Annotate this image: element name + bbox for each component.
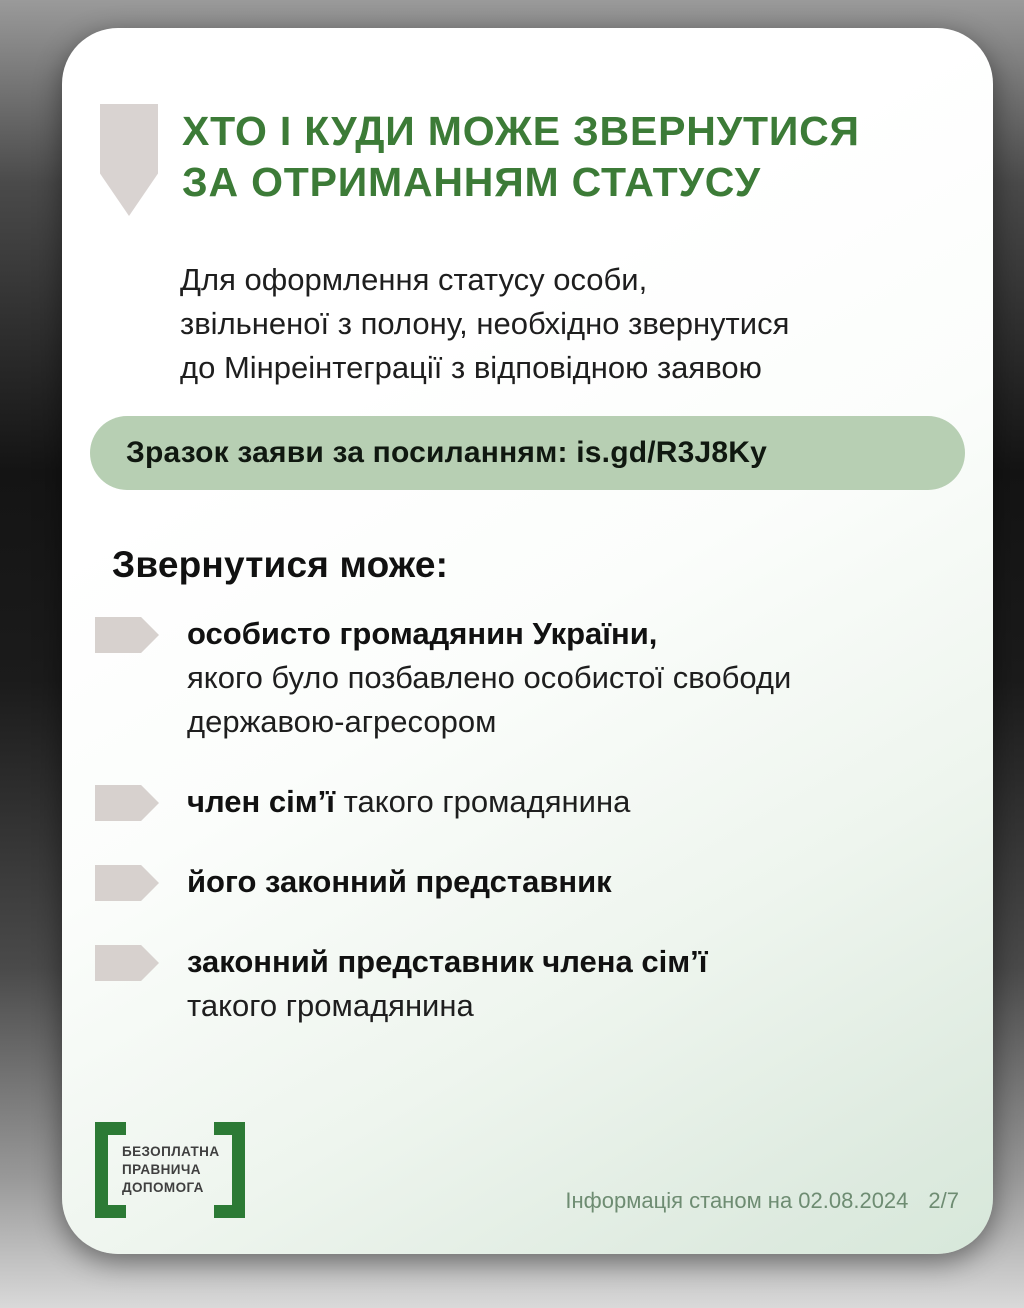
bullet-rest-text: якого було позбавлено особистої свободи державою-агресором (187, 660, 792, 739)
bullet-bold-text: член сім’ї (187, 784, 335, 819)
poster-title-line: ХТО І КУДИ МОЖЕ ЗВЕРНУТИСЯ (182, 108, 860, 154)
intro-line: Для оформлення статусу особи, (180, 262, 648, 297)
pentagon-down-icon (100, 104, 158, 216)
poster-title (182, 104, 860, 209)
poster-footer (565, 1188, 959, 1214)
bullet-rest-text: такого громадянина (187, 988, 474, 1023)
section-heading: Звернутися може: (112, 544, 449, 585)
bullet-item (95, 940, 993, 1028)
logo-text-line: ПРАВНИЧА (122, 1162, 201, 1178)
bullet-rest-text: такого громадянина (343, 784, 631, 819)
bullet-bold-text: законний представник члена сім’ї (187, 944, 708, 979)
legal-aid-logo (95, 1122, 245, 1218)
bullet-item (95, 860, 993, 904)
arrow-right-icon (95, 945, 159, 981)
logo-text-line: ДОПОМОГА (122, 1179, 204, 1195)
footer-page-indicator: 2/7 (928, 1188, 959, 1213)
link-banner-text: Зразок заяви за посиланням: is.gd/R3J8Ky (126, 436, 768, 469)
poster-card (62, 28, 993, 1254)
intro-line: до Мінреінтеграції з відповідною заявою (180, 350, 762, 385)
bullet-text (187, 940, 897, 1028)
bullet-list (62, 612, 993, 1028)
bullet-bold-text: його законний представник (187, 864, 612, 899)
intro-line: звільненої з полону, необхідно звернутися (180, 306, 790, 341)
bullet-text (187, 780, 897, 824)
poster-header (62, 28, 993, 216)
bullet-text (187, 612, 897, 744)
poster-title-line: ЗА ОТРИМАННЯМ СТАТУСУ (182, 159, 761, 206)
logo-text-line: БЕЗОПЛАТНА (122, 1144, 220, 1160)
arrow-right-icon (95, 865, 159, 901)
bullet-item (95, 780, 993, 824)
bullet-text (187, 860, 897, 904)
arrow-right-icon (95, 785, 159, 821)
link-banner (90, 416, 965, 490)
footer-info-date: Інформація станом на 02.08.2024 (565, 1188, 909, 1213)
bullet-item (95, 612, 993, 744)
arrow-right-icon (95, 617, 159, 653)
intro-paragraph (180, 258, 963, 390)
bullet-bold-text: особисто громадянин України, (187, 616, 658, 651)
logo-text (122, 1143, 220, 1196)
